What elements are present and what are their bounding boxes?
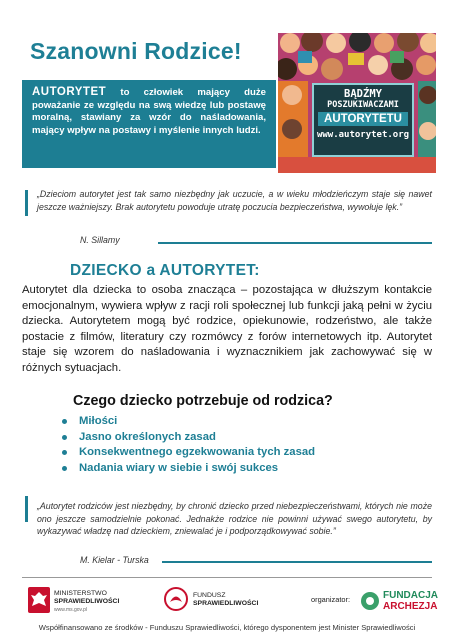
quote-divider [162, 561, 432, 563]
list-item: Miłości [62, 414, 315, 430]
definition-box [22, 80, 276, 168]
quote-bar [25, 496, 28, 522]
funding-note: Współfinansowano ze środków - Funduszu Sprawiedliwości, którego dysponentem jest Minister Sprawiedliwości [38, 623, 416, 632]
quote-text: „Autorytet rodziców jest niezbędny, by chronić dziecko przed niebezpieczeństwami, których nie może ono jeszcze samodzielnie pokonać. Jednakże rodzice nie powinni używać swego autorytetu, by wykazywać władzę nad dzieckiem, zniewalać je i podporządkowywać sobie.” [37, 501, 432, 537]
section-body: Autorytet dla dziecka to osoba znacząca – pozostająca w dłuższym kontakcie emocjonalnym, wywiera wpływ z racji roli społecznej lub funkcji jaką pełni w życiu dziecka. Autorytetem mogą być rodzice, opiekunowie, rodzeństwo, ale także postacie z filmów, literatury czy rozmówcy z forów internetowych itp. Autorytet staje się wzorem do naśladowania i wyznacznikiem jak zachowywać się w różnych sytuacjach. [22, 284, 432, 374]
quote-author: N. Sillamy [80, 235, 120, 245]
foundation-line2: ARCHEZJA [383, 601, 438, 612]
fund-line2: SPRAWIEDLIWOŚCI [193, 600, 259, 607]
campaign-sign [312, 83, 414, 157]
footer-divider [22, 577, 432, 578]
fund-emblem-icon [164, 587, 188, 611]
foundation-emblem-icon [360, 590, 380, 612]
foundation-logo [360, 590, 380, 617]
campaign-line2: POSZUKIWACZAMI [327, 100, 399, 110]
campaign-image [278, 33, 436, 173]
definition-keyword: AUTORYTET [32, 86, 107, 98]
ministry-url: www.ms.gov.pl [54, 607, 87, 613]
ministry-logo [28, 587, 50, 618]
quote-bar [25, 190, 28, 216]
fund-line1: FUNDUSZ [193, 592, 226, 599]
ministry-line2: SPRAWIEDLIWOŚCI [54, 598, 120, 605]
foundation-line1: FUNDACJA [383, 590, 438, 601]
list-item: Nadania wiary w siebie i swój sukces [62, 461, 315, 477]
fund-name [193, 592, 258, 608]
organizer-label: organizator: [311, 595, 351, 604]
eagle-emblem-icon [28, 587, 50, 613]
ministry-line1: MINISTERSTWO [54, 590, 107, 597]
section-heading: DZIECKO a AUTORYTET: [70, 262, 260, 279]
definition-text: to człowiek mający duże poważanie ze względu na swą wiedzę lub postawę moralną, stawiany za wzór do naśladowania, mający wpływ na postawy i myślenie innych ludzi. [32, 87, 266, 136]
campaign-line1: BĄDŹMY [344, 88, 382, 100]
list-item: Konsekwentnego egzekwowania tych zasad [62, 445, 315, 461]
page-title: Szanowni Rodzice! [30, 38, 242, 64]
fund-logo [164, 587, 188, 616]
needs-list [62, 414, 315, 476]
quote-text: „Dzieciom autorytet jest tak samo niezbędny jak uczucie, a w wieku młodzieńczym staje się nawet jeszcze ważniejszy. Brak autorytetu powoduje utratę poczucia bezpieczeństwa, wywołuje lęk.” [37, 189, 432, 212]
quote-author: M. Kielar - Turska [80, 555, 149, 565]
list-item: Jasno określonych zasad [62, 430, 315, 446]
campaign-line3: AUTORYTETU [318, 112, 408, 126]
ministry-name [54, 590, 119, 614]
quote-divider [158, 242, 432, 244]
foundation-name [383, 590, 438, 612]
needs-heading: Czego dziecko potrzebuje od rodzica? [73, 393, 333, 409]
campaign-url[interactable]: www.autorytet.org [316, 130, 410, 140]
